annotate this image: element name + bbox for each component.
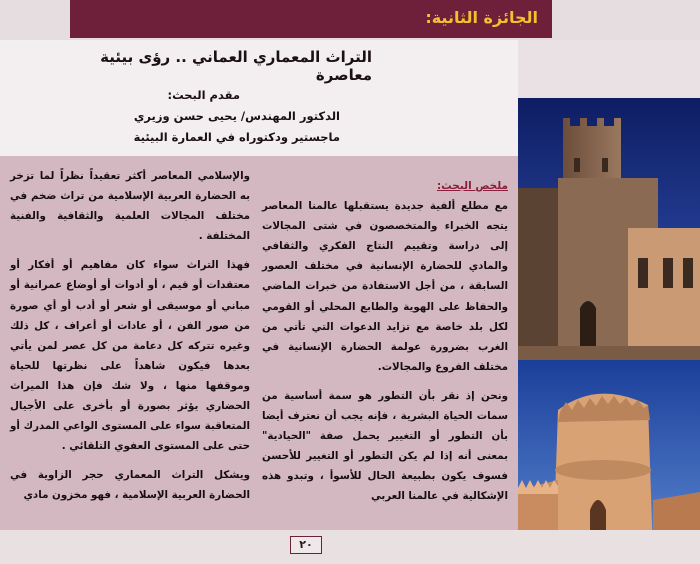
award-title: الجائزة الثانية: bbox=[425, 8, 538, 27]
award-banner bbox=[70, 0, 552, 38]
left-paragraph-3: ويشكل التراث المعماري حجر الزاوية في الحضارة العربية الإسلامية ، فهو مخزون مادي bbox=[10, 469, 250, 502]
abstract-column bbox=[262, 176, 508, 507]
left-column bbox=[10, 166, 250, 506]
fort-photo-icon bbox=[518, 98, 700, 360]
abstract-heading: ملخص البحث: bbox=[436, 180, 508, 192]
right-edge-top bbox=[518, 40, 700, 98]
left-paragraph-1: والإسلامي المعاصر أكثر تعقيداً نظراً لما تزخر به الحضارة العربية الإسلامية من تراث ضخم في مختلف المجالات العلمية والثقافية والفنية المختلفة . bbox=[10, 170, 250, 243]
author-name: الدكتور المهندس/ يحيى حسن وزيري bbox=[133, 109, 340, 123]
abstract-text-1: مع مطلع ألفية جديدة يستقبلها عالمنا المعاصر يتجه الخبراء والمتخصصون في شتى المجالات إلى دراسة وتقييم النتاج الفكري والثقافي والمادي للحضارة الإنسانية في مختلف العصور السابقة ، من أجل الاستفادة من خبرات الماضي والحفاظ على الهوية والطابع المحلي أو القومي لكل بلد خاصة مع تزايد الدعوات التي تأتي من الغرب بضرورة عولمة الحضارة الإنسانية في مختلف الفروع والمجالات. bbox=[262, 200, 508, 373]
abstract-paragraph-2: ونحن إذ نقر بأن التطور هو سمة أساسية من سمات الحياة البشرية ، فإنه يجب أن نعترف أيضا بأن التطور أو التغيير يحمل صفة "الحيادية" بمعنى أنه إذا لم يكن التطور أو التغيير للأحسن فسوف يكون بطبيعة الحال للأسوأ ، وتبدو هذه الإشكالية في عالمنا العربي bbox=[262, 389, 508, 503]
round-tower-photo bbox=[518, 360, 700, 554]
round-fort-photo-icon bbox=[518, 360, 700, 554]
bottom-strip bbox=[0, 530, 700, 564]
author-degree: ماجستير ودكتوراه في العمارة البيئية bbox=[133, 130, 340, 144]
presenter-label: مقدم البحث: bbox=[167, 88, 240, 102]
abstract-paragraph-1 bbox=[262, 176, 508, 377]
page-number-box bbox=[290, 536, 322, 554]
page-number: ٢٠ bbox=[299, 538, 313, 551]
fort-tower-photo bbox=[518, 98, 700, 360]
left-paragraph-2: فهذا التراث سواء كان مفاهيم أو أفكار أو معتقدات أو قيم ، أو أدوات أو أوضاع عمرانية أو مباني أو موسيقى أو شعر أو أدب أو أي صورة من صور الفن ، أو عادات أو أعراف ، كل ذلك وغيره تتركه كل دعامة من كل عصر لمن يأتي بعدها فيكون شاهداً على نظرتها للحياة وموقفها منها ، ولا شك فإن هذا الميراث الحضاري يؤثر بصورة أو بأخرى على الأجيال المتعاقبة سواء على المستوى الواعي المدرك أو حتى على المستوى العفوي التلقائي . bbox=[10, 259, 250, 453]
paper-title: التراث المعماري العماني .. رؤى بيئية معاصرة bbox=[100, 48, 372, 84]
